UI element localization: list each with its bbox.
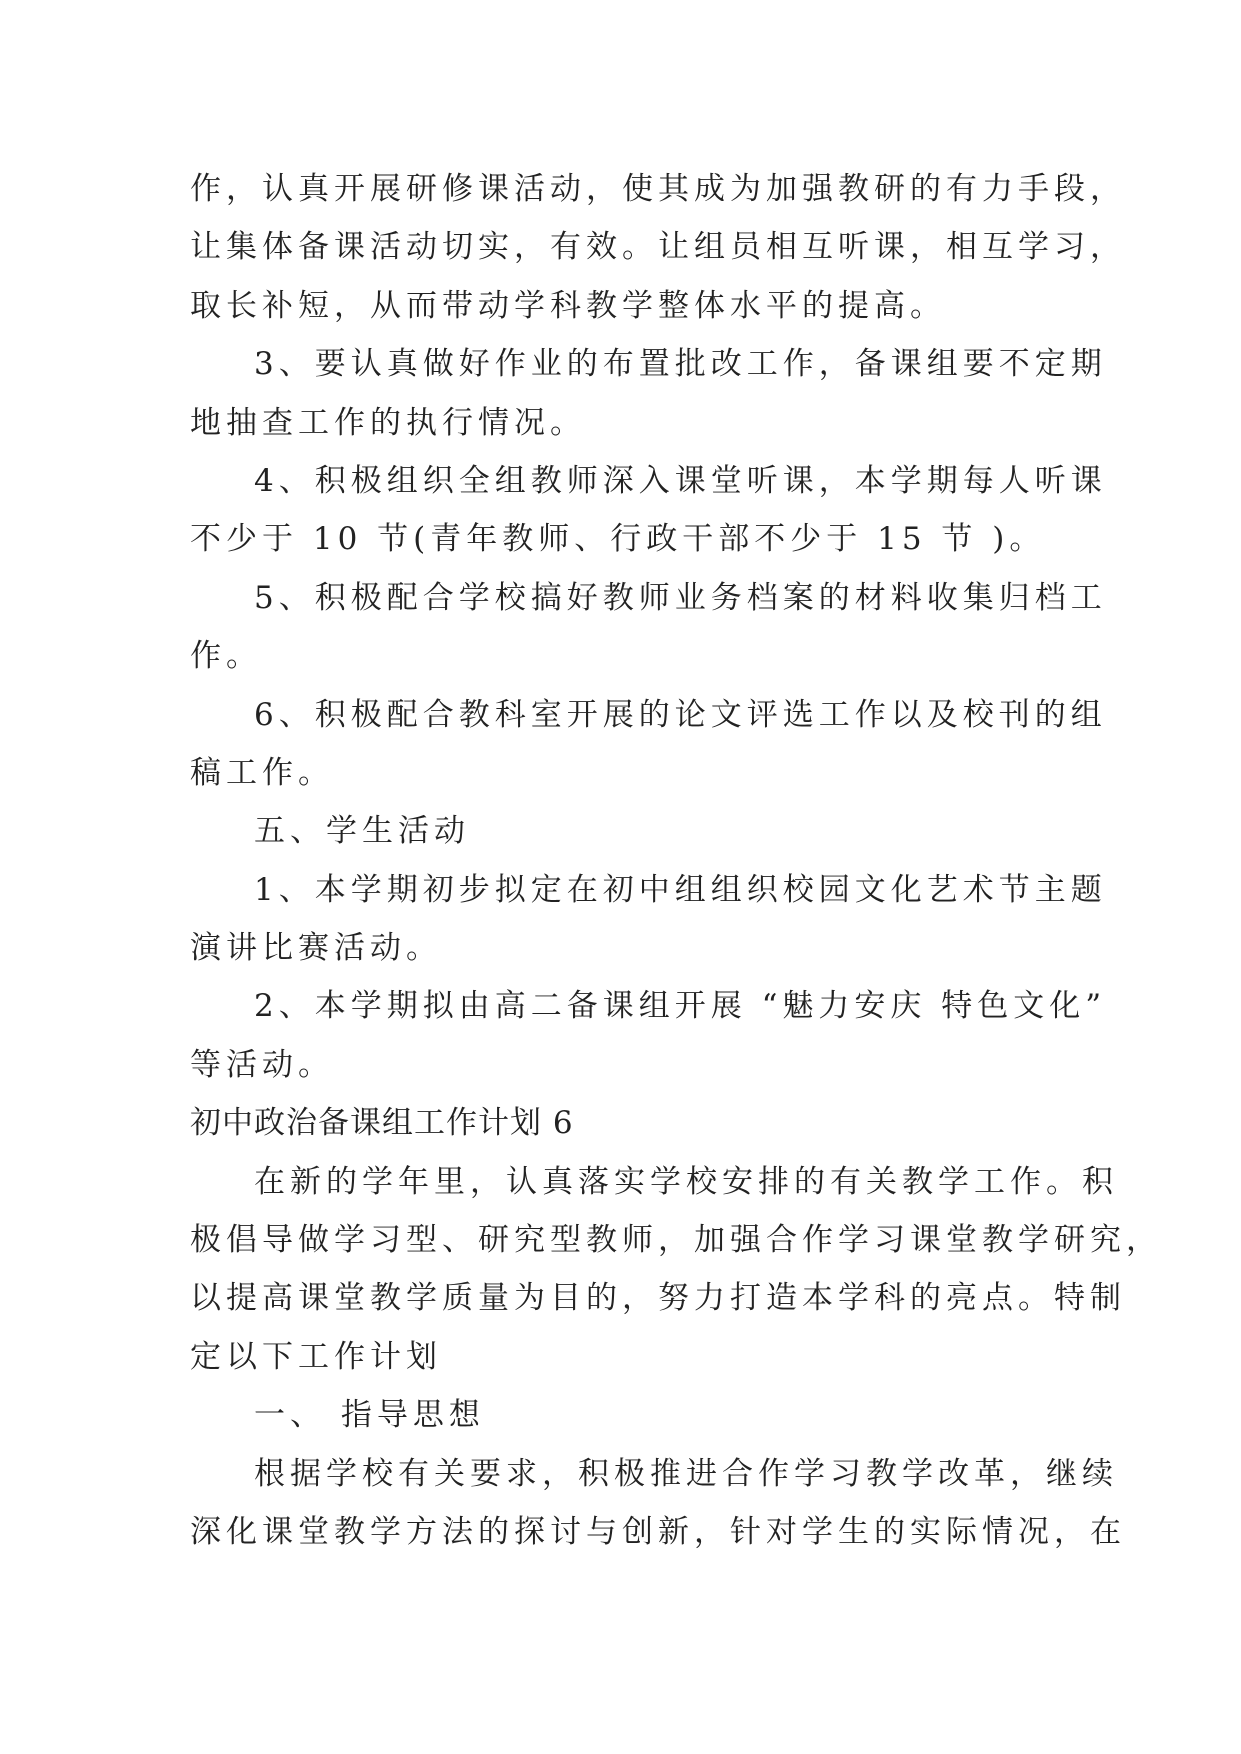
text-line: 作。 bbox=[190, 638, 262, 675]
list-item-1: 1、本学期初步拟定在初中组组织校园文化艺术节主题 bbox=[254, 871, 1107, 908]
text-line: 定以下工作计划 bbox=[190, 1338, 442, 1375]
text-line: 演讲比赛活动。 bbox=[190, 930, 442, 967]
paragraph-guiding: 根据学校有关要求，积极推进合作学习教学改革，继续 bbox=[254, 1455, 1118, 1492]
list-item-5: 5、积极配合学校搞好教师业务档案的材料收集归档工 bbox=[254, 579, 1107, 616]
plan-title: 初中政治备课组工作计划 6 bbox=[190, 1105, 574, 1142]
paragraph-intro: 在新的学年里，认真落实学校安排的有关教学工作。积 bbox=[254, 1163, 1118, 1200]
text-line: 等活动。 bbox=[190, 1046, 334, 1083]
text-line: 不少于 10 节(青年教师、行政干部不少于 15 节 )。 bbox=[190, 521, 1046, 558]
list-item-6: 6、积极配合教科室开展的论文评选工作以及校刊的组 bbox=[254, 696, 1107, 733]
list-item-2: 2、本学期拟由高二备课组开展 “魅力安庆 特色文化” bbox=[254, 988, 1107, 1025]
text-line: 地抽查工作的执行情况。 bbox=[190, 404, 586, 441]
text-line: 深化课堂教学方法的探讨与创新，针对学生的实际情况，在 bbox=[190, 1513, 1126, 1550]
text-line: 作，认真开展研修课活动，使其成为加强教研的有力手段， bbox=[190, 171, 1126, 207]
section-heading-guiding-ideology: 一、 指导思想 bbox=[254, 1397, 485, 1434]
text-line: 稿工作。 bbox=[190, 754, 334, 791]
list-item-3: 3、要认真做好作业的布置批改工作，备课组要不定期 bbox=[254, 346, 1107, 383]
section-heading-student-activities: 五、学生活动 bbox=[254, 813, 470, 850]
text-line: 以提高课堂教学质量为目的，努力打造本学科的亮点。特制 bbox=[190, 1280, 1126, 1317]
text-line: 让集体备课活动切实，有效。让组员相互听课，相互学习， bbox=[190, 229, 1126, 266]
text-line: 极倡导做学习型、研究型教师，加强合作学习课堂教学研究， bbox=[190, 1222, 1162, 1259]
list-item-4: 4、积极组织全组教师深入课堂听课，本学期每人听课 bbox=[254, 462, 1107, 499]
text-line: 取长补短，从而带动学科教学整体水平的提高。 bbox=[190, 287, 946, 324]
document-body bbox=[190, 160, 1162, 1561]
